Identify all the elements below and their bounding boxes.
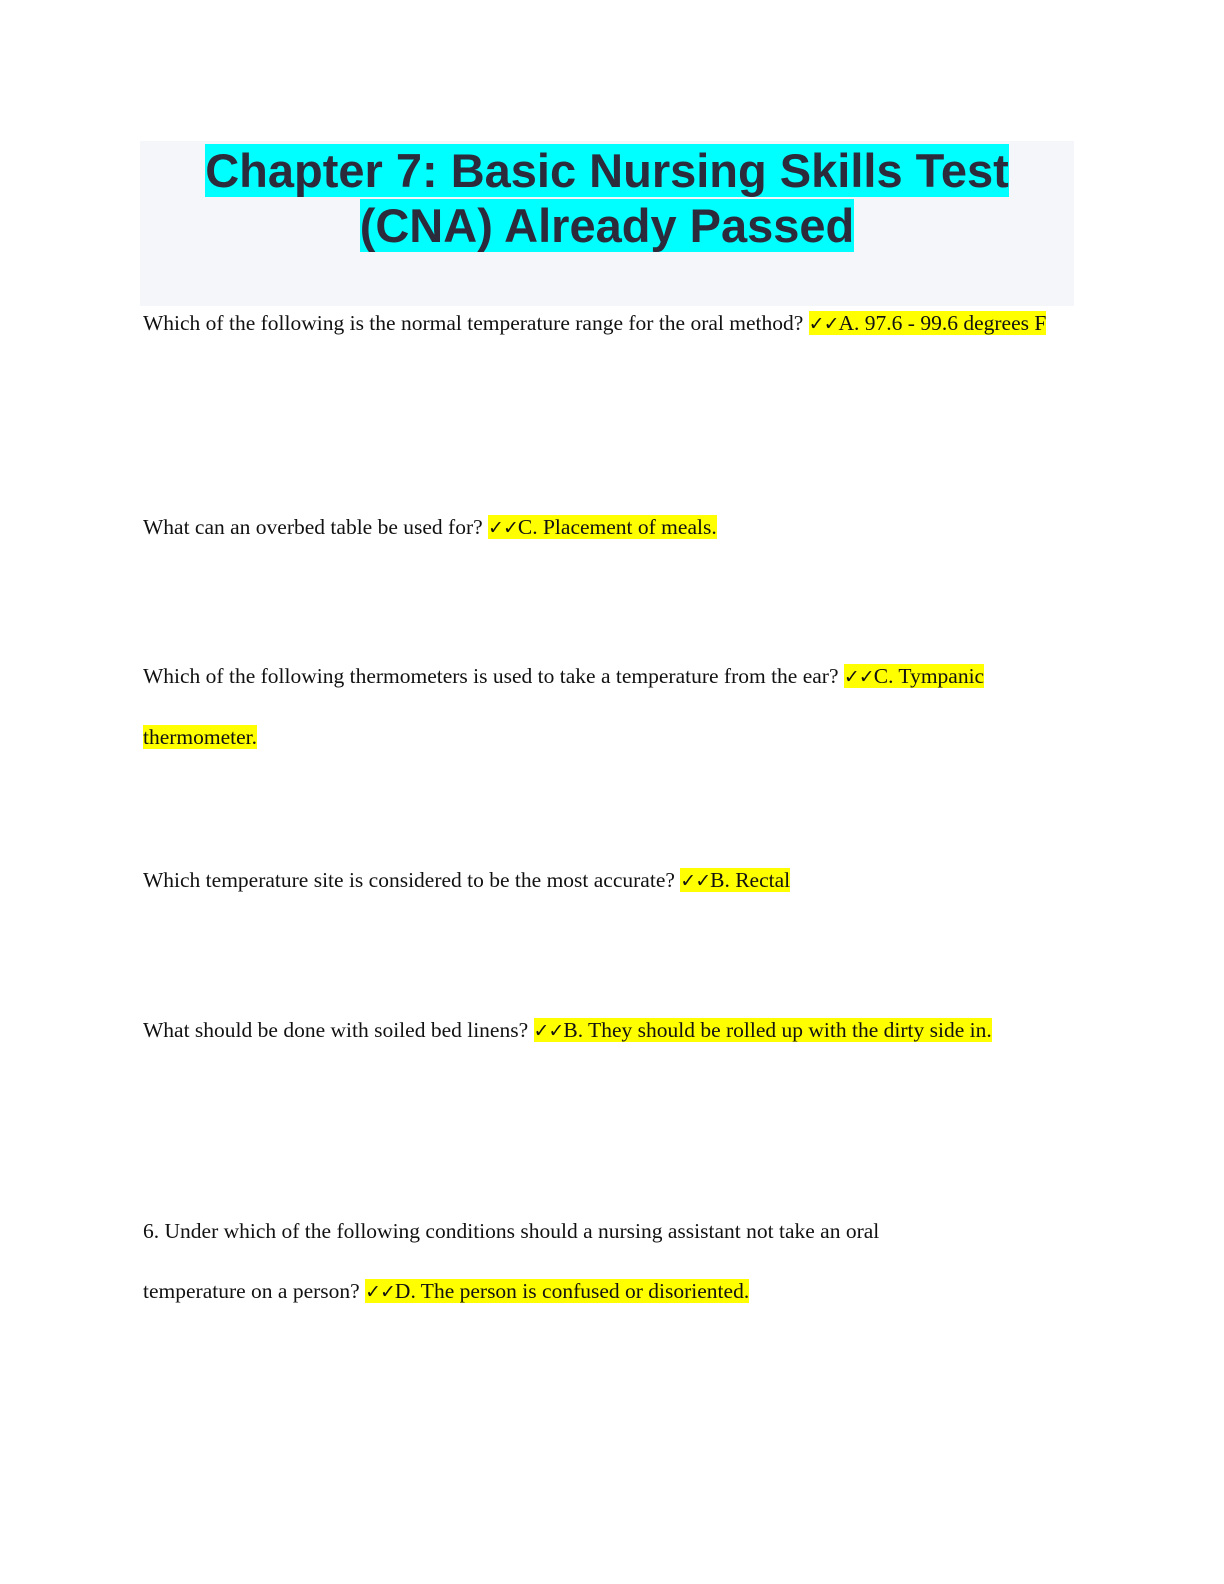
title-line-2: (CNA) Already Passed xyxy=(359,199,855,252)
title-line-1: Chapter 7: Basic Nursing Skills Test xyxy=(205,144,1009,197)
answer-text: D. The person is confused or disoriented. xyxy=(394,1278,750,1303)
question-text: 6. Under which of the following conditions should a nursing assistant not take an oral temperature on a person? xyxy=(143,1219,880,1303)
question-text: Which of the following is the normal temperature range for the oral method? xyxy=(143,311,809,335)
qa-item-5 xyxy=(143,1001,1063,1062)
double-check-icon: ✓✓ xyxy=(680,870,711,892)
double-check-icon: ✓✓ xyxy=(365,1280,395,1303)
qa-item-4 xyxy=(143,851,1063,912)
answer-text: C. Tympanic thermometer. xyxy=(143,664,985,749)
answer-highlight xyxy=(680,868,790,892)
answer-highlight xyxy=(488,515,717,539)
question-text: Which of the following thermometers is used to take a temperature from the ear? xyxy=(143,664,844,688)
question-text: What should be done with soiled bed linens? xyxy=(143,1018,534,1042)
double-check-icon: ✓✓ xyxy=(808,313,839,335)
title-banner xyxy=(140,141,1074,306)
double-check-icon: ✓✓ xyxy=(533,1020,564,1042)
answer-highlight xyxy=(809,311,1047,335)
qa-item-2 xyxy=(143,498,1063,559)
double-check-icon: ✓✓ xyxy=(843,666,874,688)
answer-text: C. Placement of meals. xyxy=(517,515,717,539)
qa-item-6 xyxy=(143,1202,973,1322)
document-title xyxy=(140,141,1074,253)
question-text: Which temperature site is considered to be the most accurate? xyxy=(143,868,681,892)
answer-highlight xyxy=(534,1018,992,1042)
answer-text: A. 97.6 - 99.6 degrees F xyxy=(838,311,1047,335)
answer-text: B. Rectal xyxy=(710,868,791,892)
answer-text: B. They should be rolled up with the dirty side in. xyxy=(563,1018,992,1042)
answer-highlight xyxy=(365,1279,749,1303)
qa-item-3 xyxy=(143,647,1063,767)
qa-item-1 xyxy=(143,294,1063,355)
question-text: What can an overbed table be used for? xyxy=(143,515,489,539)
double-check-icon: ✓✓ xyxy=(488,517,518,539)
